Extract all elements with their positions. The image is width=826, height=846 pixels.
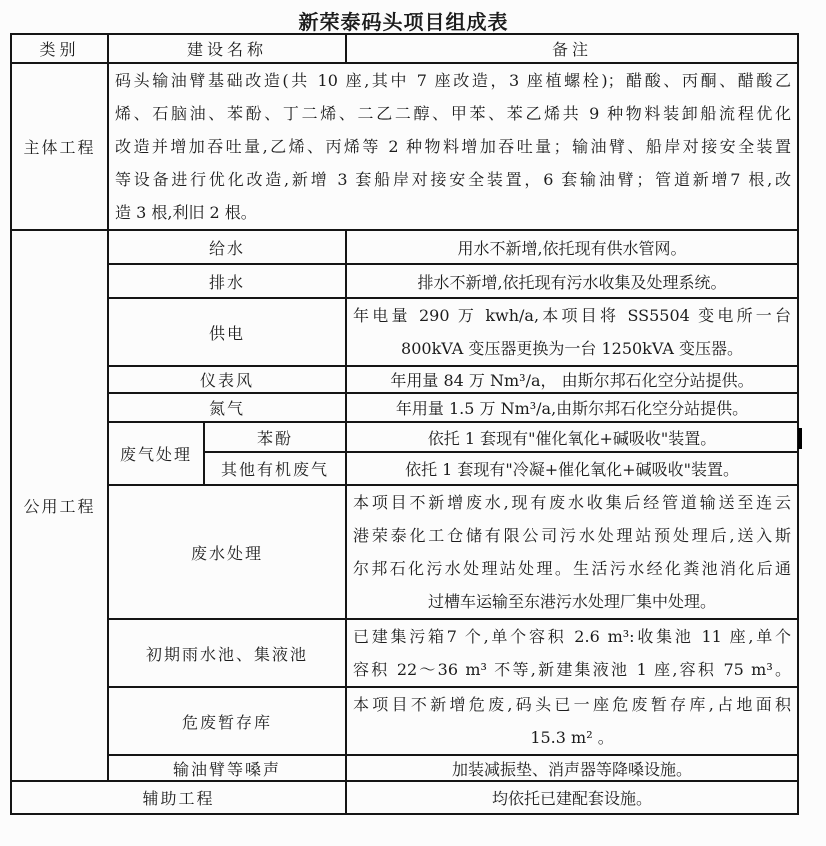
cell-power-name: 供电 xyxy=(108,298,346,366)
main-project-line: 改造并增加吞吐量,乙烯、丙烯等 2 种物料增加吞吐量；输油臂、船岸对接安全装置 xyxy=(115,137,792,156)
cell-other-gas-remark: 依托 1 套现有"冷凝+催化氧化+碱吸收"装置。 xyxy=(346,452,798,485)
row-rain-pool xyxy=(11,619,798,687)
rain-pool-remark-line: 容积 22～36 m³ 不等,新建集液池 1 座,容积 75 m³。 xyxy=(353,660,792,679)
cell-hazwaste-name: 危废暂存库 xyxy=(108,687,346,755)
main-project-line: 造 3 根,利旧 2 根。 xyxy=(115,203,257,222)
wastewater-remark-line: 本项目不新增废水,现有废水收集后经管道输送至连云 xyxy=(353,493,792,512)
cell-nitrogen-remark: 年用量 1.5 万 Nm³/a,由斯尔邦石化空分站提供。 xyxy=(346,393,798,422)
row-nitrogen xyxy=(11,393,798,422)
cell-main-project-label: 主体工程 xyxy=(11,63,108,230)
row-waste-gas-phenol xyxy=(11,422,798,452)
cell-auxiliary-label: 辅助工程 xyxy=(11,781,346,814)
text-cursor-artifact xyxy=(798,428,802,449)
cell-power-remark xyxy=(346,298,798,366)
page-title: 新荣泰码头项目组成表 xyxy=(298,10,509,34)
row-main-project xyxy=(11,63,798,230)
cell-instrument-air-remark: 年用量 84 万 Nm³/a， 由斯尔邦石化空分站提供。 xyxy=(346,366,798,393)
cell-drainage-name: 排水 xyxy=(108,264,346,298)
rain-pool-remark-line: 已建集污箱7 个,单个容积 2.6 m³:收集池 11 座,单个 xyxy=(353,627,792,646)
cell-noise-remark: 加装减振垫、消声器等降嗓设施。 xyxy=(346,755,798,781)
header-category: 类别 xyxy=(11,34,108,63)
row-power-supply xyxy=(11,298,798,366)
row-hazardous-waste xyxy=(11,687,798,755)
hazwaste-remark-line: 15.3 m² 。 xyxy=(530,728,614,747)
row-auxiliary xyxy=(11,781,798,814)
hazwaste-remark-line: 本项目不新增危废,码头已一座危废暂存库,占地面积 xyxy=(353,695,792,714)
wastewater-remark-line: 过槽车运输至东港污水处理厂集中处理。 xyxy=(428,592,717,611)
cell-public-works-label: 公用工程 xyxy=(11,230,108,781)
cell-rain-pool-name: 初期雨水池、集液池 xyxy=(108,619,346,687)
wastewater-remark-line: 港荣泰化工仓储有限公司污水处理站预处理后,送入斯 xyxy=(353,526,792,545)
cell-other-gas-name: 其他有机废气 xyxy=(204,452,346,485)
row-wastewater xyxy=(11,485,798,619)
cell-wastewater-name: 废水处理 xyxy=(108,485,346,619)
cell-nitrogen-name: 氮气 xyxy=(108,393,346,422)
header-construction-name: 建设名称 xyxy=(108,34,346,63)
row-noise xyxy=(11,755,798,781)
row-water-supply xyxy=(11,230,798,264)
row-instrument-air xyxy=(11,366,798,393)
cell-drainage-remark: 排水不新增,依托现有污水收集及处理系统。 xyxy=(346,264,798,298)
project-composition-table xyxy=(10,33,799,815)
cell-main-project-desc xyxy=(108,63,798,230)
cell-wastewater-remark xyxy=(346,485,798,619)
cell-hazwaste-remark xyxy=(346,687,798,755)
cell-noise-name: 输油臂等嗓声 xyxy=(108,755,346,781)
cell-water-supply-remark: 用水不新增,依托现有供水管网。 xyxy=(346,230,798,264)
cell-phenol-remark: 依托 1 套现有"催化氧化+碱吸收"装置。 xyxy=(346,422,798,452)
row-drainage xyxy=(11,264,798,298)
cell-instrument-air-name: 仪表风 xyxy=(108,366,346,393)
table-header-row xyxy=(11,34,798,63)
main-project-line: 烯、石脑油、苯酚、丁二烯、二乙二醇、甲苯、苯乙烯共 9 种物料装卸船流程优化 xyxy=(115,104,792,123)
cell-phenol-name: 苯酚 xyxy=(204,422,346,452)
cell-rain-pool-remark xyxy=(346,619,798,687)
wastewater-remark-line: 尔邦石化污水处理站处理。生活污水经化粪池消化后通 xyxy=(353,559,792,578)
cell-auxiliary-remark: 均依托已建配套设施。 xyxy=(346,781,798,814)
header-remark: 备注 xyxy=(346,34,798,63)
cell-water-supply-name: 给水 xyxy=(108,230,346,264)
power-remark-line: 年电量 290 万 kwh/a,本项目将 SS5504 变电所一台 xyxy=(353,306,792,325)
power-remark-line: 800kVA 变压器更换为一台 1250kVA 变压器。 xyxy=(401,339,743,358)
main-project-line: 等设备进行优化改造,新增 3 套船岸对接安全装置，6 套输油臂；管道新增7 根,改 xyxy=(115,170,792,189)
main-project-line: 码头输油臂基础改造(共 10 座,其中 7 座改造，3 座植螺栓)；醋酸、丙酮、醋酸乙 xyxy=(115,71,792,90)
cell-waste-gas-label: 废气处理 xyxy=(108,422,204,485)
